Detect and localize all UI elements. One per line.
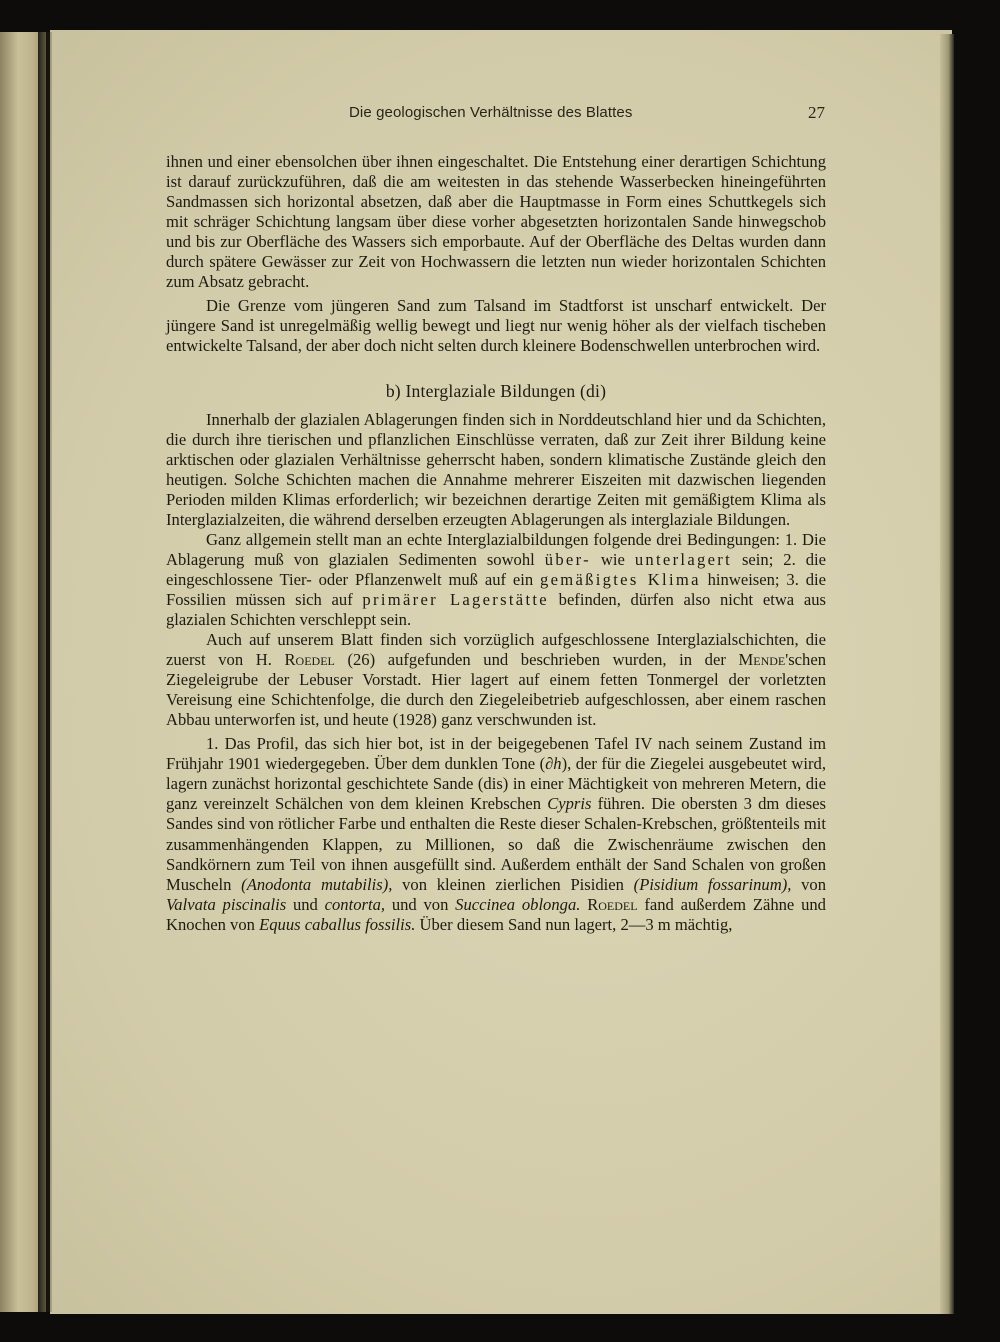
author-roedel: Roedel <box>284 650 335 670</box>
gutter-shadow <box>38 32 52 1312</box>
taxon-equus: Equus caballus fossilis. <box>259 914 416 934</box>
page-edge <box>940 34 954 1314</box>
taxon-valvata: Valvata piscinalis <box>166 894 287 914</box>
taxon-contorta: contorta, <box>324 894 386 914</box>
running-title: Die geologischen Verhältnisse des Blattes <box>349 104 633 121</box>
emphasis-gemaessigtes-klima: gemäßigtes Klima <box>540 569 701 589</box>
running-header <box>0 104 1000 128</box>
emphasis-unterlagert: unterlagert <box>634 549 732 569</box>
paragraph-delta-layering: ihnen und einer ebensolchen über ihnen eingeschaltet. Die Entstehung einer derartigen Schichtung ist darauf zurückzuführen, daß die am weitesten in das stehende Wasserbecken hineingeführten Sandmassen sich horizontal absetzen, daß aber die Hauptmasse in Form eines Schuttkegels sich mit schräger Schichtung langsam über diese vorher abgesetzten horizontalen Sande hinwegschob und bis zur Oberfläche des Wassers sich emporbaute. Auf der Oberfläche des Deltas wurden dann durch spätere Gewässer zur Zeit von Hochwassern die letzten nun wieder horizontalen Schichten zum Absatz gebracht. <box>166 152 826 292</box>
body-text <box>166 152 826 935</box>
name-mende: Mende <box>738 650 786 670</box>
author-roedel-2: Roedel <box>587 894 638 914</box>
paragraph-profile: 1. Das Profil, das sich hier bot, ist in der beigegebenen Tafel IV nach seinem Zustand im Frühjahr 1901 wiedergegeben. Über dem dunklen Tone (∂h), der für die Ziegelei ausgebeutet wird, lagern zunächst horizontal geschichtete Sande (dis) in einer Mächtigkeit von mehreren Metern, die ganz vereinzelt Schälchen von dem kleinen Krebschen Cypris führen. Die obersten 3 dm dieses Sandes sind von rötlicher Farbe und enthalten die Reste dieser Schalen-Krebschen, größtenteils mit zusammenhängenden Klappen, zu Millionen, so daß die Zwischenräume zwischen den Sandkörnern zum Teil von ihnen ausgefüllt sind. Außerdem enthält der Sand Schalen von großen Muscheln (Anodonta mutabilis), von kleinen zierlichen Pisidien (Pisidium fossarinum), von Valvata piscinalis und contorta, und von Succinea oblonga. Roedel fand außerdem Zähne und Knochen von Equus caballus fossilis. Über diesem Sand nun lagert, 2—3 m mächtig, <box>166 734 826 934</box>
taxon-cypris: Cypris <box>547 794 592 814</box>
taxon-anodonta: (Anodonta mutabilis), <box>241 874 393 894</box>
paragraph-local-sites: Auch auf unserem Blatt finden sich vorzüglich aufgeschlossene Interglazialschichten, die zuerst von H. Roedel (26) aufgefunden und beschrieben wurden, in der Mende'schen Ziegeleigrube der Lebuser Vorstadt. Hier lagert auf einem fetten Tonmergel der vorletzten Vereisung eine Schichtenfolge, die durch den Ziegeleibetrieb aufgeschlossen, aber einem raschen Abbau unterworfen ist, und heute (1928) ganz verschwunden ist. <box>166 630 827 730</box>
paragraph-sand-boundary: Die Grenze vom jüngeren Sand zum Talsand im Stadtforst ist unscharf entwickelt. Der jüngere Sand ist unregelmäßig wellig bewegt und liegt nur wenig höher als der vielfach tischeben entwickelte Talsand, der aber doch nicht selten durch kleinere Bodenschwellen unterbrochen wird. <box>166 296 826 356</box>
page-number: 27 <box>808 103 825 122</box>
emphasis-ueber: über- <box>544 549 591 569</box>
section-heading: b) Interglaziale Bildungen (di) <box>385 381 607 402</box>
taxon-pisidium: (Pisidium fossarinum), <box>633 874 792 894</box>
paragraph-interglacial-intro: Innerhalb der glazialen Ablagerungen finden sich in Norddeutschland hier und da Schichten, die durch ihre tierischen und pflanzlichen Einschlüsse verraten, daß zur Zeit ihrer Bildung keine arktischen oder glazialen Verhältnisse geherrscht haben, sondern klimatische Zustände gleich den heutigen. Solche Schichten machen die Annahme mehrerer Eiszeiten mit dazwischen liegenden Perioden milden Klimas erforderlich; wir bezeichnen derartige Zeiten mit gemäßigtem Klima als Interglazialzeiten, die während derselben erzeugten Ablagerungen als interglaziale Bildungen. <box>166 409 826 529</box>
emphasis-primaerer-lagerstaette: primärer Lagerstätte <box>362 589 549 609</box>
symbol-dh: ∂h <box>545 754 562 774</box>
taxon-succinea: Succinea oblonga. <box>455 894 581 914</box>
paragraph-interglacial-conditions: Ganz allgemein stellt man an echte Interglazialbildungen folgende drei Bedingungen: 1. Die Ablagerung muß von glazialen Sedimenten sowohl über- wie unterlagert sein; 2. die eingeschlossene Tier- oder Pflanzenwelt muß auf ein gemäßigtes Klima hinweisen; 3. die Fossilien müssen sich auf primärer Lagerstätte befinden, dürfen also nicht etwa aus glazialen Schichten verschleppt sein. <box>166 529 826 629</box>
